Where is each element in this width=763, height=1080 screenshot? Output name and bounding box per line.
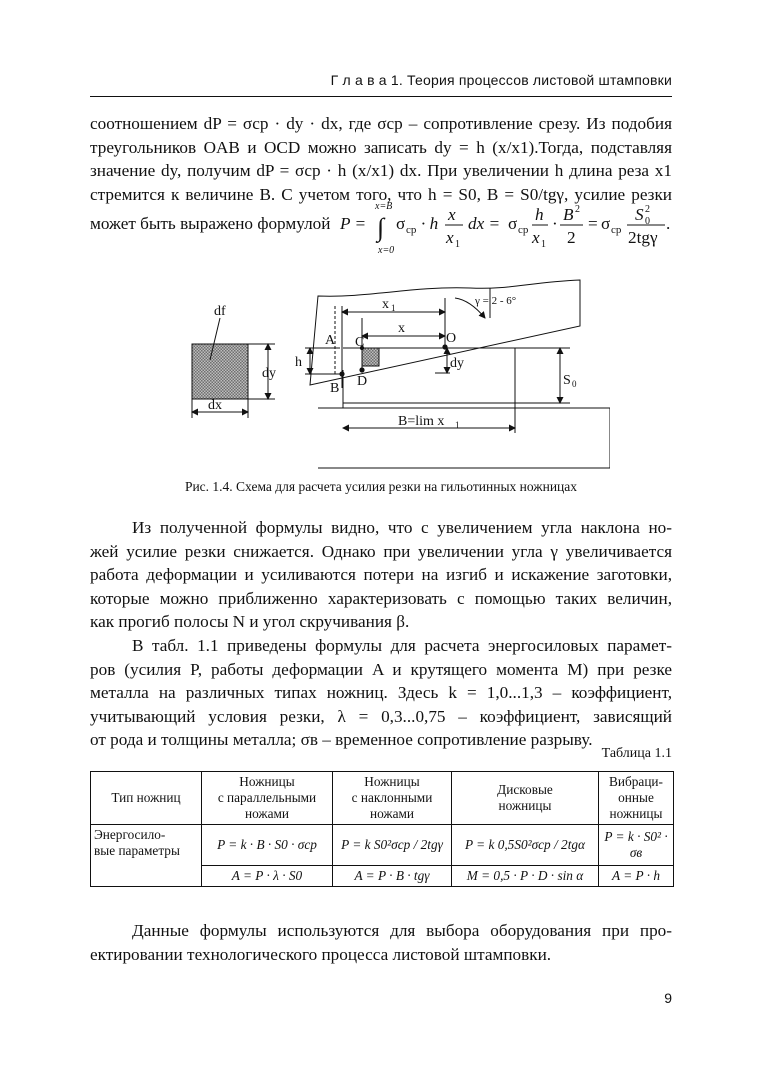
formula-x1-den: x: [446, 228, 454, 247]
table-caption: Таблица 1.1: [601, 746, 672, 761]
text-line: В табл. 1.1 приведены формулы для расчета энергосиловых парамет-: [132, 635, 672, 655]
table-cell: A = P · h: [599, 866, 674, 887]
text-line: учитывающий условия резки, λ = 0,3...0,75 – коэффициент, зависящий: [90, 706, 672, 726]
text-line: жей усилие резки снижается. Однако при увеличении угла γ увеличивается: [90, 541, 672, 561]
table-cell: P = k 0,5S0²σср / 2tgα: [452, 825, 599, 866]
label-x1: x: [382, 297, 389, 312]
page-number: 9: [664, 990, 672, 1006]
label-D: D: [357, 374, 368, 389]
label-dy-left: dy: [262, 366, 276, 381]
header-cell: Дисковые ножницы: [452, 772, 599, 825]
formula-upper-limit: x=B: [375, 201, 393, 212]
label-C: C: [355, 335, 365, 350]
label-gamma: γ = 2 - 6°: [475, 295, 517, 307]
table-row: [91, 825, 674, 866]
table-cell: A = P · B · tgγ: [333, 866, 452, 887]
label-dx: dx: [208, 398, 222, 413]
formula-sub-cp3: ср: [611, 224, 622, 236]
header-cell: Ножницы с наклонными ножами: [333, 772, 452, 825]
formula-x1-den2: x: [532, 228, 540, 247]
formula-x-num: x: [448, 205, 456, 224]
label-B: B: [330, 381, 340, 396]
table-cell: P = k S0²σср / 2tgγ: [333, 825, 452, 866]
formula-P: P =: [340, 214, 367, 233]
formula-S0: S: [635, 205, 644, 224]
integral-sign: ∫: [377, 213, 385, 242]
text-line: которые можно приближенно характеризовать с помощью таких величин,: [90, 588, 672, 608]
table-cell: A = P · λ · S0: [202, 866, 333, 887]
label-x1-sub: 1: [391, 303, 396, 313]
formula-dot: ·: [552, 214, 558, 233]
text-line: работа деформации и усиливаются потери на изгиб и искажение заготовки,: [90, 565, 672, 585]
text-line: треугольников OAB и OCD можно записать dy = h (x/x1).Тогда, подставляя: [90, 137, 672, 157]
formula-B-sq: 2: [575, 204, 580, 215]
text-line: металла на различных типах ножниц. Здесь k = 1,0...1,3 – коэффициент,: [90, 683, 672, 703]
text-line: значение dy, получим dP = σср · h (x/x1) dx. При увеличении h длина реза x1: [90, 161, 672, 181]
text-line: от рода и толщины металла; σв – временное сопротивление разрыву.: [90, 730, 593, 750]
label-x: x: [398, 321, 405, 336]
header-rule: [90, 96, 672, 97]
formula-x1-sub2: 1: [541, 239, 546, 250]
formula-h-num: h: [535, 205, 544, 224]
label-B-lim-sub: 1: [455, 420, 460, 430]
formula-dx: dx =: [468, 214, 501, 233]
formula-two: 2: [567, 228, 576, 247]
row-label: Энергосило- вые параметры: [91, 825, 202, 887]
lower-blade: [318, 408, 610, 468]
formula-denominator: 2tgγ: [628, 228, 658, 247]
table-cell: P = k · S0² · σв: [599, 825, 674, 866]
formula-svg: [90, 203, 672, 263]
text-line: ров (усилия P, работы деформации A и крутящего момента M) при резке: [90, 659, 672, 679]
figure-svg: [150, 278, 610, 473]
table-header-row: [91, 772, 674, 825]
cut-element: [362, 348, 379, 366]
intro-paragraph: [90, 112, 672, 206]
running-head: Г л а в а 1. Теория процессов листовой штамповки: [330, 72, 672, 88]
formula-end: .: [666, 214, 671, 233]
formula-sigma3: σ: [601, 214, 611, 233]
header-cell: Ножницы с параллельными ножами: [202, 772, 333, 825]
text-line: как прогиб полосы N и угол скручивания β.: [90, 612, 410, 632]
formula-S0-sq: 2: [645, 204, 650, 215]
formula-sub-cp: ср: [406, 224, 417, 236]
paragraph-2: [90, 516, 672, 752]
label-B-lim: B=lim x: [398, 414, 445, 429]
header-cell: Вибраци- онные ножницы: [599, 772, 674, 825]
text-line: соотношением dP = σср · dy · dx, где σср – сопротивление срезу. Из подобия: [90, 114, 672, 133]
label-h: h: [295, 355, 302, 370]
closing-paragraph: [90, 919, 672, 966]
cutting-force-formula: [90, 203, 672, 259]
figure-caption: Рис. 1.4. Схема для расчета усилия резки на гильотинных ножницах: [184, 479, 578, 494]
formula-dot-h: · h: [421, 214, 439, 233]
formula-x1-sub: 1: [455, 239, 460, 250]
formula-B: B: [563, 205, 574, 224]
formula-eq: =: [588, 214, 598, 233]
formula-lower-limit: x=0: [378, 245, 395, 256]
label-dy: dy: [450, 356, 464, 371]
text-line: стремится к величине B. С учетом того, что h = S0, B = S0/tgγ, усилие резки: [90, 184, 672, 204]
text-line: Данные формулы используются для выбора оборудования при про-: [132, 921, 672, 940]
formula-lead: может быть выражено формулой: [90, 214, 331, 233]
label-O: O: [446, 331, 457, 346]
text-line: Из полученной формулы видно, что с увеличением угла наклона но-: [132, 518, 672, 537]
formula-sigma2: σ: [508, 214, 518, 233]
formula-S0-sub: 0: [645, 216, 650, 227]
table-1-1: [90, 771, 674, 887]
label-S0: S: [563, 373, 571, 388]
formula-sigma: σ: [396, 214, 406, 233]
label-df: df: [214, 304, 226, 319]
table-cell: M = 0,5 · P · D · sin α: [452, 866, 599, 887]
formula-sub-cp2: ср: [518, 224, 529, 236]
text-line: ектировании технологического процесса листовой штамповки.: [90, 944, 552, 964]
label-A: A: [325, 333, 336, 348]
label-S0-sub: 0: [572, 379, 577, 389]
header-cell: Тип ножниц: [91, 772, 202, 825]
figure-shear-scheme: [150, 278, 610, 478]
element-square: [192, 344, 248, 399]
table-cell: P = k · B · S0 · σср: [202, 825, 333, 866]
